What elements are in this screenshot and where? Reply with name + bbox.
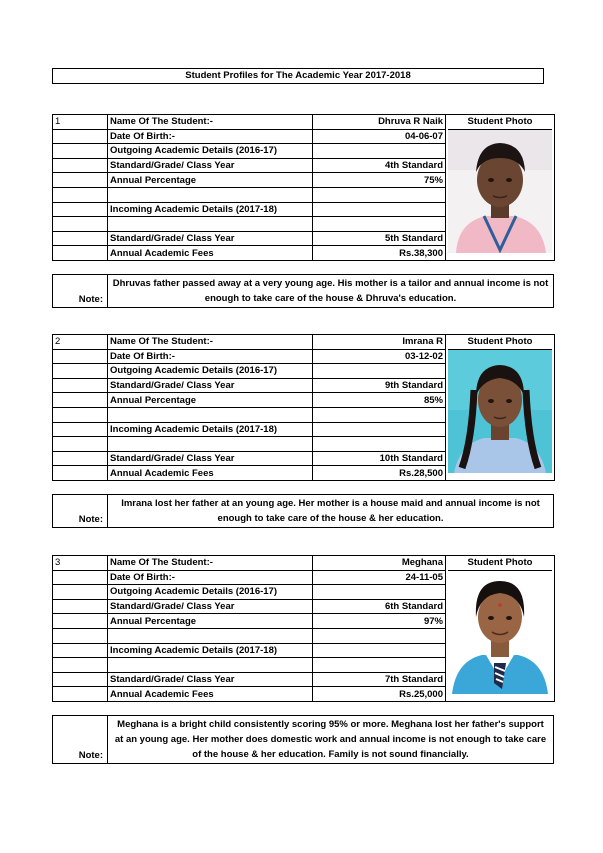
field-value: Imrana R — [313, 335, 446, 350]
field-value: 9th Standard — [313, 378, 446, 393]
field-value — [313, 407, 446, 422]
profile-number: 1 — [53, 115, 108, 130]
field-label — [108, 658, 313, 673]
photo-label: Student Photo — [448, 556, 552, 571]
field-label: Standard/Grade/ Class Year — [108, 599, 313, 614]
profile-number: 2 — [53, 335, 108, 350]
field-label — [108, 437, 313, 452]
profile-table-2 — [52, 334, 555, 481]
field-label: Date Of Birth:- — [108, 349, 313, 364]
field-value: 6th Standard — [313, 599, 446, 614]
student-photo — [448, 571, 552, 698]
note-table-3 — [52, 715, 554, 764]
field-value: Rs.38,300 — [313, 246, 446, 261]
field-label: Annual Academic Fees — [108, 687, 313, 702]
field-value: 04-06-07 — [313, 129, 446, 144]
field-value: 24-11-05 — [313, 570, 446, 585]
field-label: Date Of Birth:- — [108, 129, 313, 144]
field-label: Incoming Academic Details (2017-18) — [108, 643, 313, 658]
field-label: Annual Academic Fees — [108, 466, 313, 481]
field-value: Rs.25,000 — [313, 687, 446, 702]
field-label: Outgoing Academic Details (2016-17) — [108, 144, 313, 159]
field-value — [313, 202, 446, 217]
field-label: Date Of Birth:- — [108, 570, 313, 585]
field-value: 10th Standard — [313, 451, 446, 466]
field-label — [108, 628, 313, 643]
field-label: Name Of The Student:- — [108, 115, 313, 130]
field-value: 7th Standard — [313, 672, 446, 687]
field-label: Standard/Grade/ Class Year — [108, 158, 313, 173]
field-value — [313, 217, 446, 232]
profile-number: 3 — [53, 556, 108, 571]
field-label — [108, 217, 313, 232]
field-value — [313, 628, 446, 643]
field-value: Dhruva R Naik — [313, 115, 446, 130]
note-label: Note: — [53, 275, 108, 308]
field-value — [313, 364, 446, 379]
field-label: Incoming Academic Details (2017-18) — [108, 202, 313, 217]
field-label: Name Of The Student:- — [108, 335, 313, 350]
photo-cell — [446, 115, 555, 261]
field-value: 85% — [313, 393, 446, 408]
note-text: Imrana lost her father at an young age. Her mother is a house maid and annual income is not enough to take care of the house & her education. — [108, 495, 554, 528]
profile-table-1 — [52, 114, 555, 261]
field-value: Rs.28,500 — [313, 466, 446, 481]
note-label: Note: — [53, 716, 108, 764]
photo-label: Student Photo — [448, 335, 552, 350]
field-value: 4th Standard — [313, 158, 446, 173]
field-label: Standard/Grade/ Class Year — [108, 451, 313, 466]
photo-label: Student Photo — [448, 115, 552, 130]
photo-cell — [446, 556, 555, 702]
field-label: Annual Percentage — [108, 173, 313, 188]
field-label: Incoming Academic Details (2017-18) — [108, 422, 313, 437]
field-value: 03-12-02 — [313, 349, 446, 364]
field-label — [108, 187, 313, 202]
field-label: Annual Percentage — [108, 614, 313, 629]
note-text: Meghana is a bright child consistently scoring 95% or more. Meghana lost her father's support at an young age. Her mother does domestic work and annual income is not enough to take care of the house & her education. Family is not sound financially. — [108, 716, 554, 764]
field-value: Meghana — [313, 556, 446, 571]
field-value — [313, 144, 446, 159]
page-title: Student Profiles for The Academic Year 2017-2018 — [52, 68, 544, 84]
note-text: Dhruvas father passed away at a very young age. His mother is a tailor and annual income is not enough to take care of the house & Dhruva's education. — [108, 275, 554, 308]
field-value — [313, 585, 446, 600]
student-photo — [448, 130, 552, 257]
field-label: Outgoing Academic Details (2016-17) — [108, 585, 313, 600]
note-label: Note: — [53, 495, 108, 528]
note-table-2 — [52, 494, 554, 528]
field-value: 97% — [313, 614, 446, 629]
field-label: Name Of The Student:- — [108, 556, 313, 571]
field-value — [313, 437, 446, 452]
field-value: 5th Standard — [313, 231, 446, 246]
field-label: Annual Academic Fees — [108, 246, 313, 261]
field-value: 75% — [313, 173, 446, 188]
field-label: Annual Percentage — [108, 393, 313, 408]
profile-table-3 — [52, 555, 555, 702]
field-label — [108, 407, 313, 422]
field-value — [313, 187, 446, 202]
field-label: Standard/Grade/ Class Year — [108, 672, 313, 687]
student-photo — [448, 350, 552, 477]
field-value — [313, 643, 446, 658]
note-table-1 — [52, 274, 554, 308]
field-value — [313, 422, 446, 437]
photo-cell — [446, 335, 555, 481]
field-label: Standard/Grade/ Class Year — [108, 231, 313, 246]
field-value — [313, 658, 446, 673]
field-label: Standard/Grade/ Class Year — [108, 378, 313, 393]
field-label: Outgoing Academic Details (2016-17) — [108, 364, 313, 379]
